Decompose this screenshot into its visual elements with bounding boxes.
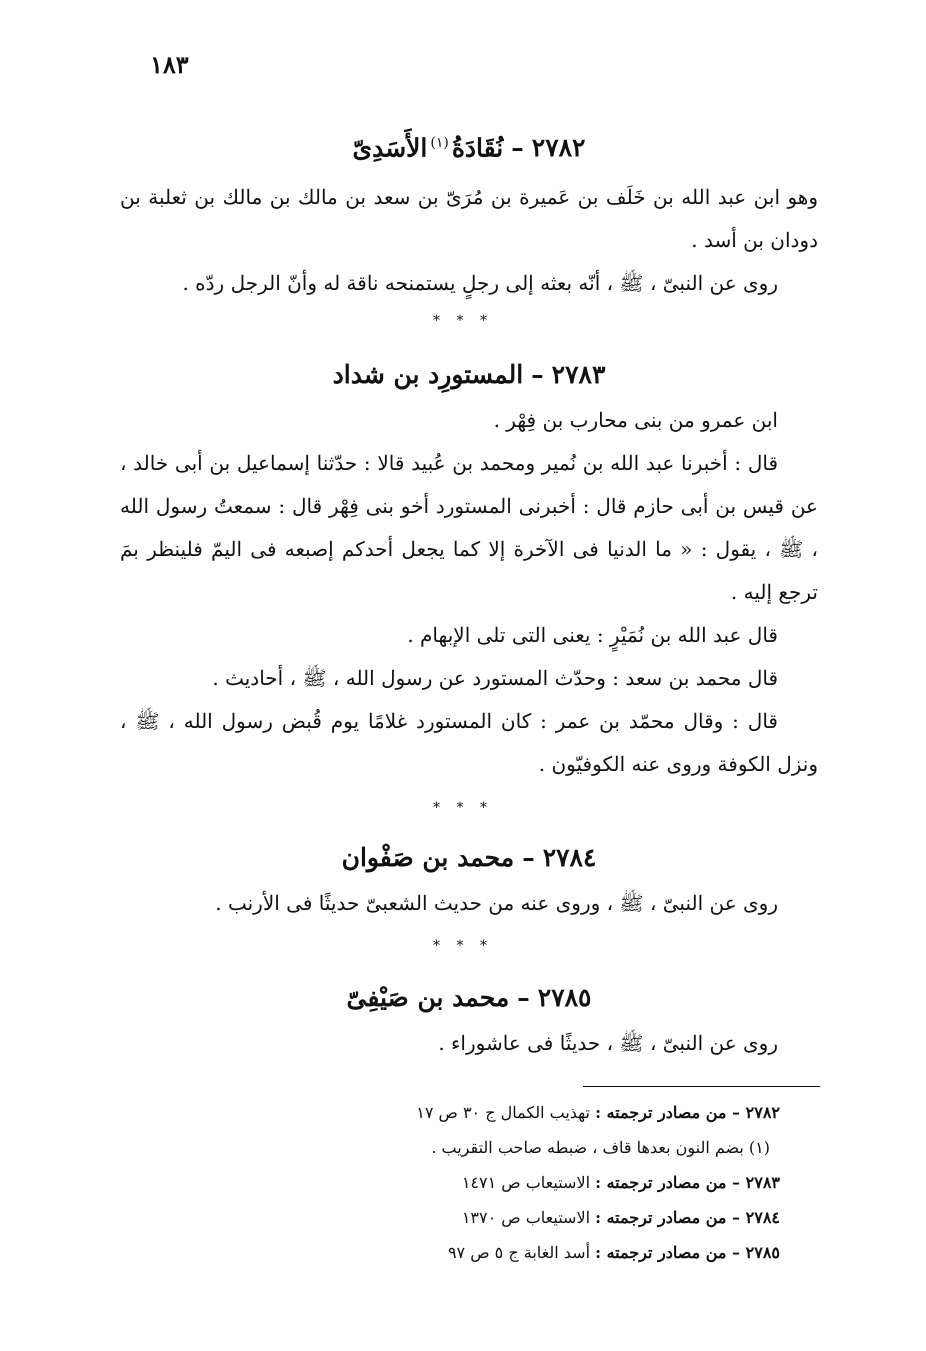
section-separator: * * * <box>433 313 493 329</box>
footnote-label: ٢٧٨٣ – من مصادر ترجمته : <box>595 1173 780 1192</box>
entry-dash: – <box>517 983 530 1012</box>
entry-name: المستورِد بن شداد <box>332 360 524 389</box>
footnote-text: الاستيعاب ص ١٣٧٠ <box>461 1208 591 1227</box>
entry-name: محمد بن صَفْوان <box>341 843 515 872</box>
biography-entry <box>120 838 818 925</box>
entry-name: محمد بن صَيْفِىّ <box>346 983 510 1012</box>
page-number: ١٨٣ <box>150 50 189 79</box>
footnotes <box>300 1095 780 1270</box>
biography-entry <box>120 123 818 305</box>
entry-number: ٢٧٨٤ <box>542 843 597 872</box>
footnote-line <box>300 1165 780 1200</box>
entry-number: ٢٧٨٥ <box>537 983 592 1012</box>
footnote-line <box>300 1235 780 1270</box>
footnote-text: أسد الغابة ج ٥ ص ٩٧ <box>447 1243 591 1262</box>
entry-dash: – <box>511 133 524 163</box>
entry-heading <box>120 123 818 168</box>
footnote-rule <box>583 1086 820 1087</box>
entry-paragraph: قال : وقال محمّد بن عمر : كان المستورد غلامًا يوم قُبض رسول الله ، ﷺ ، ونزل الكوفة وروى عنه الكوفيّون . <box>120 709 818 776</box>
entry-paragraph: ابن عمرو من بنى محارب بن فِهْر . <box>493 408 778 432</box>
footnote-label: ٢٧٨٥ – من مصادر ترجمته : <box>595 1243 780 1262</box>
entry-heading <box>120 355 818 395</box>
entry-paragraph: وهو ابن عبد الله بن خَلَف بن عَميرة بن مُرَىّ بن سعد بن مالك بن مالك بن ثعلبة بن دودان بن أسد . <box>120 185 818 253</box>
entry-number: ٢٧٨٢ <box>531 133 586 163</box>
entry-name: نُقَادَةُ <box>451 133 504 163</box>
footnote-label: ٢٧٨٢ – من مصادر ترجمته : <box>595 1103 780 1122</box>
footnote-line <box>300 1130 780 1165</box>
footnote-text: تهذيب الكمال ج ٣٠ ص ١٧ <box>416 1103 591 1122</box>
biography-entry <box>120 978 818 1065</box>
footnote-marker: (١) <box>430 135 449 151</box>
entry-paragraph: روى عن النبىّ ، ﷺ ، حديثًا فى عاشوراء . <box>438 1031 778 1055</box>
footnote-text: الاستيعاب ص ١٤٧١ <box>461 1173 591 1192</box>
section-separator: * * * <box>433 938 493 954</box>
biography-entry <box>120 355 818 786</box>
entry-paragraph: قال عبد الله بن نُمَيْرٍ : يعنى التى تلى الإبهام . <box>407 623 778 647</box>
entry-paragraph: روى عن النبىّ ، ﷺ ، أنّه بعثه إلى رجلٍ يستمنحه ناقة له وأنّ الرجل ردّه . <box>182 271 778 296</box>
entry-heading <box>120 838 818 878</box>
entry-paragraph: روى عن النبىّ ، ﷺ ، وروى عنه من حديث الشعبىّ حديثًا فى الأرنب . <box>215 891 778 915</box>
footnote-label: ٢٧٨٤ – من مصادر ترجمته : <box>595 1208 780 1227</box>
entry-name-suffix: الأَسَدِىّ <box>352 133 428 163</box>
footnote-line <box>300 1200 780 1235</box>
entry-number: ٢٧٨٣ <box>551 360 606 389</box>
footnote-line <box>300 1095 780 1130</box>
section-separator: * * * <box>433 800 493 816</box>
entry-dash: – <box>531 360 544 389</box>
entry-dash: – <box>522 843 535 872</box>
entry-heading <box>120 978 818 1018</box>
entry-paragraph: قال : أخبرنا عبد الله بن نُمير ومحمد بن عُبيد قالا : حدّثنا إسماعيل بن أبى خالد ، عن قيس بن أبى حازم قال : أخبرنى المستورد أخو بنى فِهْر قال : سمعتُ رسول الله ، ﷺ ، يقول : « ما الدنيا فى الآخرة إلا كما يجعل أحدكم إصبعه فى اليمّ فلينظر بمَ ترجع إليه . <box>120 451 818 604</box>
entry-paragraph: قال محمد بن سعد : وحدّث المستورد عن رسول الله ، ﷺ ، أحاديث . <box>212 666 778 690</box>
footnote-text: (١) بضم النون بعدها قاف ، ضبطه صاحب التقريب . <box>431 1138 770 1157</box>
